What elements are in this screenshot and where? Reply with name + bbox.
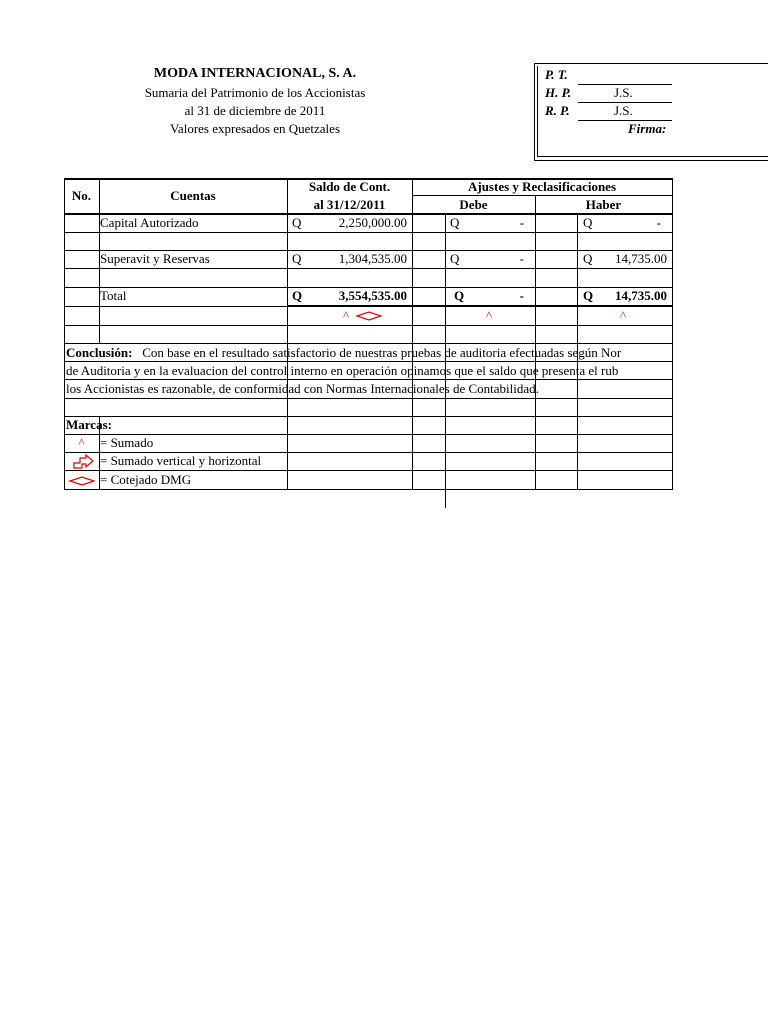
- row-total-debe: -: [519, 288, 524, 303]
- hp-value: J.S.: [614, 85, 633, 100]
- col-header-saldo-2: al 31/12/2011: [313, 197, 386, 212]
- report-date: al 31 de diciembre de 2011: [184, 103, 326, 118]
- col-header-debe: Debe: [459, 197, 488, 212]
- report-currency: Valores expresados en Quetzales: [169, 121, 340, 136]
- marca-sumado-label: = Sumado: [100, 435, 154, 450]
- row-superavit-saldo-q: Q: [292, 251, 302, 266]
- row-total-haber-q: Q: [583, 288, 594, 303]
- firma-label: Firma:: [628, 121, 667, 136]
- sumado-mark-haber: ^: [620, 308, 627, 323]
- col-header-saldo-1: Saldo de Cont.: [308, 179, 391, 194]
- hp-label: H. P.: [545, 85, 572, 100]
- marca-vertical-horizontal-label: = Sumado vertical y horizontal: [100, 453, 262, 468]
- row-superavit-debe-q: Q: [450, 251, 460, 266]
- conclusion-line-2: de Auditoria y en la evaluacion del control interno en operación opinamos que el saldo que presenta el rub: [66, 363, 619, 378]
- marcas-title: Marcas:: [66, 417, 112, 432]
- company-name: MODA INTERNACIONAL, S. A.: [153, 66, 357, 81]
- marca-sumado-symbol: ^: [78, 435, 85, 450]
- sumado-vertical-horizontal-icon: [72, 454, 96, 470]
- row-total-saldo: 3,554,535.00: [338, 288, 407, 303]
- cotejado-diamond-icon: [356, 311, 382, 321]
- col-header-no: No.: [71, 188, 92, 203]
- col-header-cuentas: Cuentas: [170, 188, 216, 203]
- row-capital-cuenta: Capital Autorizado: [100, 215, 199, 230]
- row-capital-debe-q: Q: [450, 215, 460, 230]
- conclusion-line-1: [66, 344, 672, 362]
- row-superavit-cuenta: Superavit y Reservas: [100, 251, 210, 266]
- row-capital-haber-q: Q: [583, 215, 593, 230]
- report-subtitle: Sumaria del Patrimonio de los Accionistas: [144, 85, 366, 100]
- col-header-ajustes: Ajustes y Reclasificaciones: [467, 179, 617, 194]
- row-total-cuenta: Total: [100, 288, 127, 303]
- cotejado-diamond-icon: [69, 476, 95, 486]
- row-superavit-debe: -: [519, 251, 524, 266]
- row-capital-debe: -: [519, 215, 524, 230]
- conclusion-label: Conclusión:: [66, 345, 133, 360]
- conclusion-text-1: Con base en el resultado satisfactorio de nuestras pruebas de auditoria efectuadas según Nor: [142, 345, 622, 360]
- row-superavit-haber: 14,735.00: [615, 251, 667, 266]
- rp-value: J.S.: [614, 103, 633, 118]
- row-total-debe-q: Q: [454, 288, 465, 303]
- sumado-mark-debe: ^: [486, 308, 493, 323]
- col-header-haber: Haber: [585, 197, 622, 212]
- sumado-mark-saldo: ^: [343, 308, 350, 323]
- row-superavit-saldo: 1,304,535.00: [338, 251, 407, 266]
- row-capital-saldo: 2,250,000.00: [338, 215, 407, 230]
- conclusion-line-3: los Accionistas es razonable, de conformidad con Normas Internacionales de Contabilidad.: [66, 381, 539, 396]
- row-superavit-haber-q: Q: [583, 251, 593, 266]
- row-total-saldo-q: Q: [292, 288, 303, 303]
- row-capital-haber: -: [656, 215, 661, 230]
- pt-label: P. T.: [545, 67, 568, 82]
- marca-cotejado-label: = Cotejado DMG: [100, 472, 192, 487]
- row-total-haber: 14,735.00: [615, 288, 667, 303]
- row-capital-saldo-q: Q: [292, 215, 302, 230]
- rp-label: R. P.: [545, 103, 570, 118]
